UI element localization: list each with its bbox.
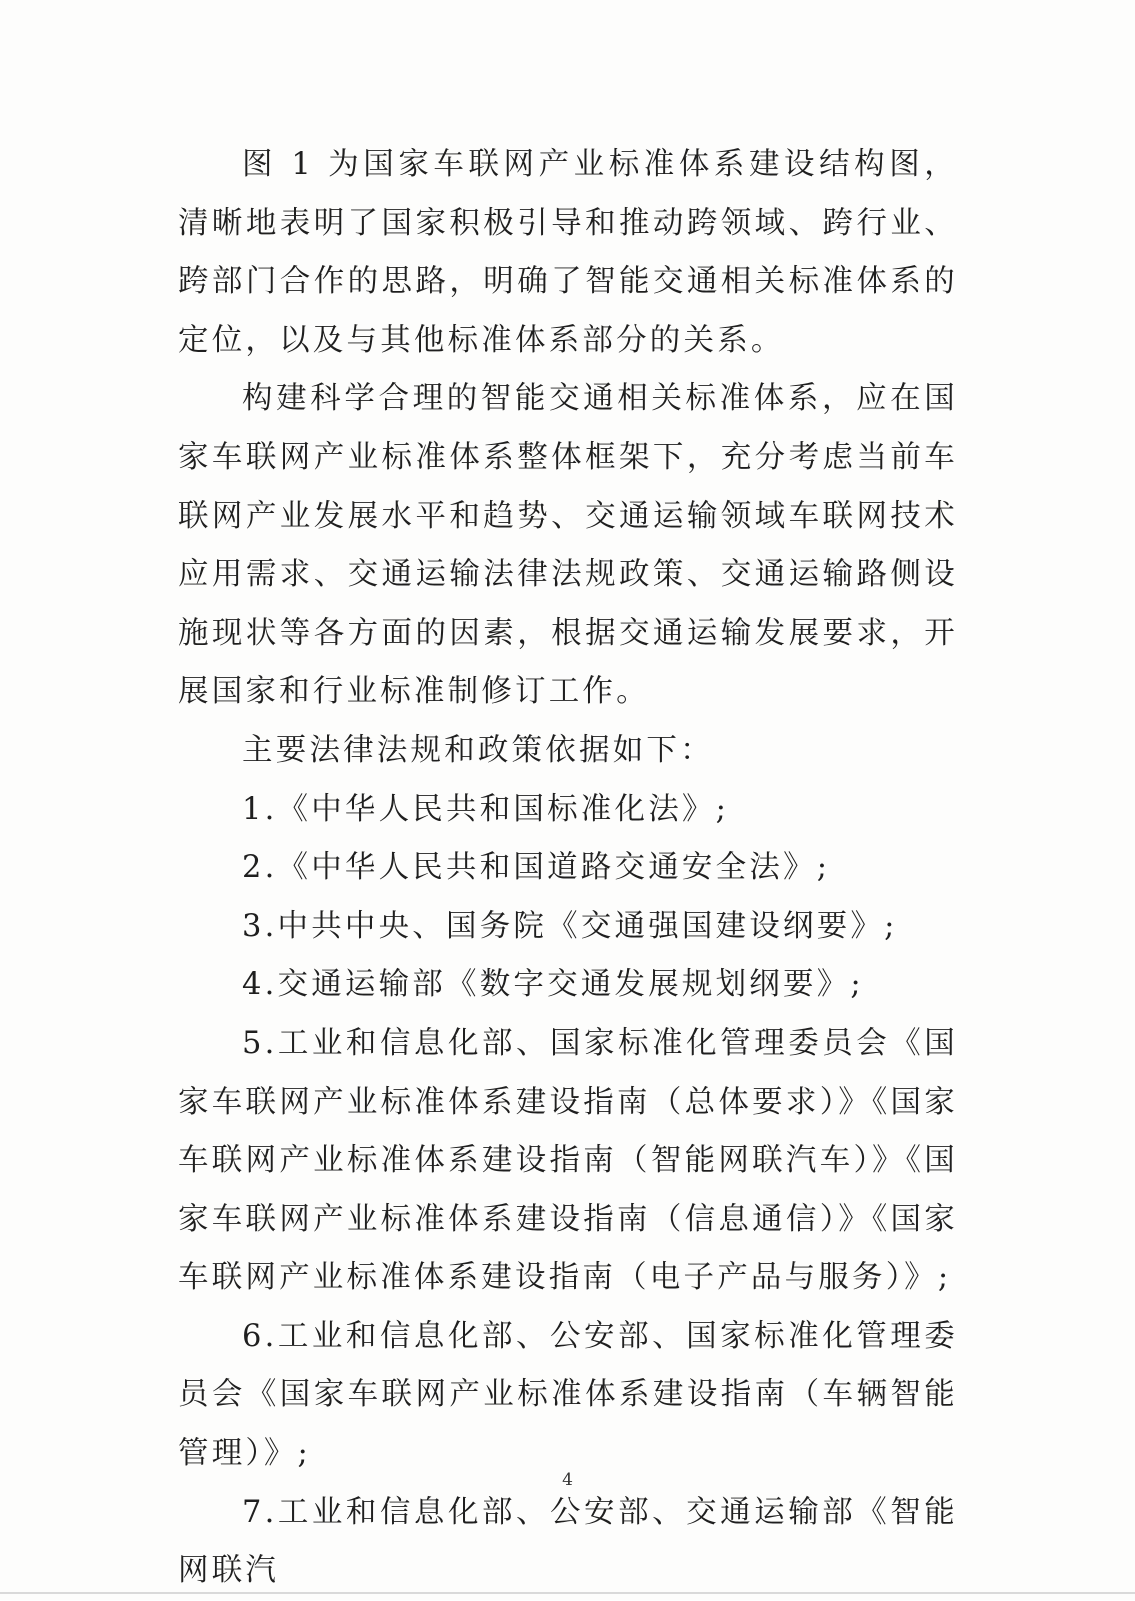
- page-bottom-edge: [0, 1592, 1135, 1594]
- page-number: 4: [562, 1470, 573, 1490]
- body-text: [178, 136, 958, 1601]
- paragraph-structure-diagram: 图 1 为国家车联网产业标准体系建设结构图，清晰地表明了国家积极引导和推动跨领域、跨行业、跨部门合作的思路，明确了智能交通相关标准体系的定位，以及与其他标准体系部分的关系。: [178, 147, 958, 358]
- list-item-7: 7.工业和信息化部、公安部、交通运输部《智能网联汽: [178, 1494, 958, 1589]
- list-item-4: 4.交通运输部《数字交通发展规划纲要》;: [242, 967, 864, 1003]
- list-item-3: 3.中共中央、国务院《交通强国建设纲要》;: [242, 908, 898, 944]
- list-item-1: 1.《中华人民共和国标准化法》;: [242, 791, 730, 827]
- paragraph-legal-basis-intro: 主要法律法规和政策依据如下：: [242, 732, 714, 768]
- list-item-5: 5.工业和信息化部、国家标准化管理委员会《国家车联网产业标准体系建设指南（总体要求）》《国家车联网产业标准体系建设指南（智能网联汽车）》《国家车联网产业标准体系建设指南（信息通信）》《国家车联网产业标准体系建设指南（电子产品与服务）》;: [178, 1025, 958, 1296]
- paragraph-standard-system: 构建科学合理的智能交通相关标准体系，应在国家车联网产业标准体系整体框架下，充分考虑当前车联网产业发展水平和趋势、交通运输领域车联网技术应用需求、交通运输法律法规政策、交通运输路侧设施现状等各方面的因素，根据交通运输发展要求，开展国家和行业标准制修订工作。: [178, 381, 958, 710]
- list-item-6: 6.工业和信息化部、公安部、国家标准化管理委员会《国家车联网产业标准体系建设指南（车辆智能管理）》;: [178, 1318, 958, 1472]
- list-item-2: 2.《中华人民共和国道路交通安全法》;: [242, 850, 831, 886]
